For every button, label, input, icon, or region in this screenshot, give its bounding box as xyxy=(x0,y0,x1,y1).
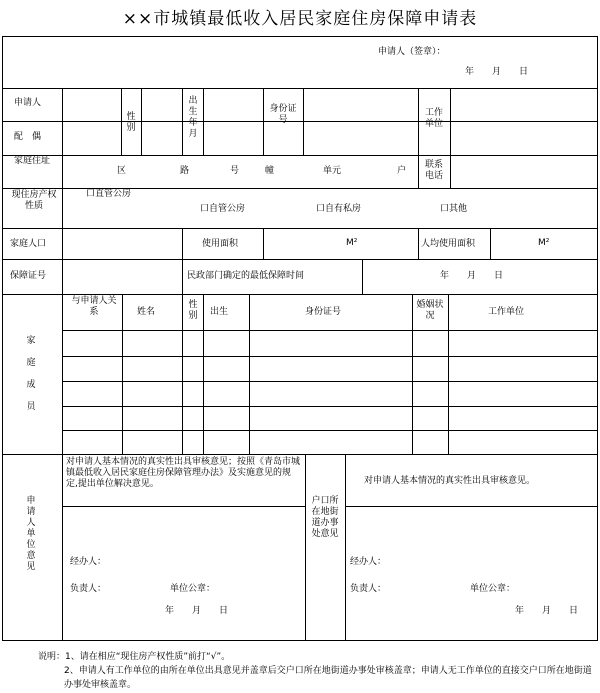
street-office-opinion-label: 户口所在地街道办事处意见 xyxy=(311,496,339,539)
form-notes xyxy=(38,650,593,692)
member-relation-header: 与申请人关系 xyxy=(71,296,117,317)
applicant-unit-opinion-label: 申请人单位意见 xyxy=(26,496,36,572)
address-number: 号 xyxy=(230,166,240,176)
member-work-unit-header: 工作单位 xyxy=(488,307,525,317)
phone-label: 联系电话 xyxy=(424,160,443,181)
spouse-label: 配 偶 xyxy=(14,132,42,142)
guarantee-cert-label: 保障证号 xyxy=(10,271,47,281)
applicant-signature-label: 申请人（签章）： xyxy=(378,47,446,57)
option-direct-public-housing: 口直管公房 xyxy=(86,189,132,199)
street-opinion-date: 年 月 日 xyxy=(515,606,579,616)
address-unit: 单元 xyxy=(323,166,342,176)
address-road: 路 xyxy=(180,166,190,176)
street-opinion-instruction: 对申请人基本情况的真实性出具审核意见。 xyxy=(364,476,536,486)
unit-opinion-instruction: 对申请人基本情况的真实性出具审核意见；按照《青岛市城镇最低收入居民家庭住房保障管理办法》及实施意见的规定,提出单位解决意见。 xyxy=(66,457,301,489)
household-population-label: 家庭人口 xyxy=(10,239,47,249)
option-self-managed-public-housing: 口自管公房 xyxy=(200,204,246,214)
address-household: 户 xyxy=(397,166,407,176)
note-2: 2、申请人有工作单位的由所在单位出具意见并盖章后交户口所在地街道办事处审核盖章；申请人无工作单位的直接交户口所在地街道办事处审核盖章。 xyxy=(64,666,592,690)
per-capita-area-unit: M² xyxy=(538,238,550,248)
form-title: ××市城镇最低收入居民家庭住房保障申请表 xyxy=(122,9,478,29)
option-private-housing: 口自有私房 xyxy=(316,204,362,214)
cert-date: 年 月 日 xyxy=(440,271,504,281)
usage-area-unit: M² xyxy=(346,238,358,248)
street-responsible-label: 负责人： xyxy=(350,584,387,594)
unit-opinion-date: 年 月 日 xyxy=(165,606,229,616)
street-seal-label: 单位公章： xyxy=(470,584,516,594)
address-district: 区 xyxy=(117,166,127,176)
address-building: 幢 xyxy=(265,166,275,176)
birth-label: 出生年月 xyxy=(188,96,198,139)
unit-handler-label: 经办人： xyxy=(70,557,107,567)
unit-responsible-label: 负责人： xyxy=(70,584,107,594)
option-other: 口其他 xyxy=(440,204,468,214)
property-nature-label: 现住房产权性质 xyxy=(11,190,57,211)
member-marital-header: 婚姻状况 xyxy=(416,300,444,321)
note-1: 说明：1、请在相应“现住房产权性质”前打“√”。 xyxy=(38,652,231,662)
id-card-label: 身份证号 xyxy=(269,104,297,125)
per-capita-area-label: 人均使用面积 xyxy=(421,239,476,249)
street-handler-label: 经办人： xyxy=(350,557,387,567)
work-unit-label: 工作单位 xyxy=(424,108,443,129)
member-id-header: 身份证号 xyxy=(305,307,342,317)
header-date: 年 月 日 xyxy=(465,67,529,77)
gender-label: 性别 xyxy=(126,112,136,133)
family-members-label: 家庭成员 xyxy=(26,336,36,412)
member-name-header: 姓名 xyxy=(137,307,156,317)
civil-affairs-time-label: 民政部门确定的最低保障时间 xyxy=(187,271,305,281)
member-birth-header: 出生 xyxy=(210,307,229,317)
member-gender-header: 性别 xyxy=(188,300,198,321)
address-label: 家庭住址 xyxy=(14,156,51,166)
unit-seal-label: 单位公章： xyxy=(170,584,216,594)
usage-area-label: 使用面积 xyxy=(202,239,239,249)
applicant-label: 申请人 xyxy=(14,98,42,108)
